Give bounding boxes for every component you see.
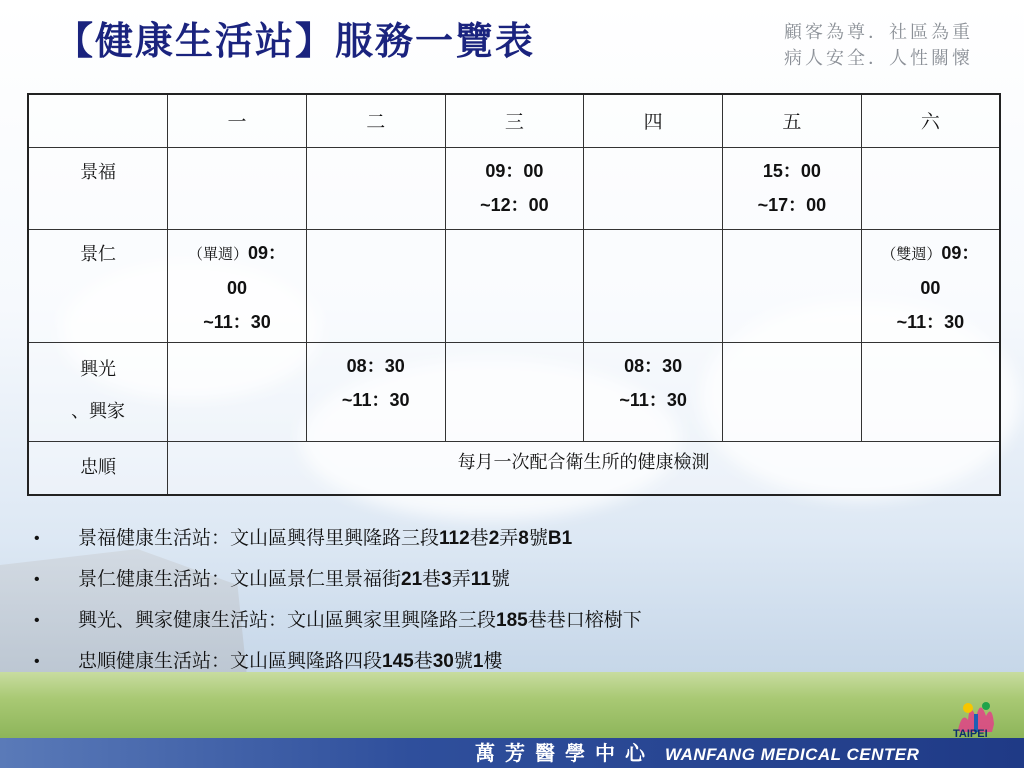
page-title: 【健康生活站】服務一覽表 xyxy=(55,18,536,63)
time-cell xyxy=(861,229,1000,342)
time-cell xyxy=(723,147,862,229)
bullet: • xyxy=(34,530,40,547)
address-part: 號 xyxy=(528,527,548,549)
time-start: 08：30 xyxy=(624,355,683,376)
address-part: 巷 xyxy=(413,650,433,672)
time-end: ~12：00 xyxy=(480,194,549,215)
table-cell xyxy=(723,342,862,441)
address-part: 弄 xyxy=(451,568,471,590)
footer-text xyxy=(475,740,919,768)
table-cell xyxy=(168,147,307,229)
address-part: 弄 xyxy=(499,527,519,549)
address-number: 21 xyxy=(401,569,423,590)
address-number: 3 xyxy=(441,569,452,590)
address-number: 8 xyxy=(518,528,529,549)
address-list xyxy=(32,518,642,682)
address-text xyxy=(78,641,502,682)
slogan-line: 病人安全．人性關懷 xyxy=(784,48,973,69)
table-row-xingguang xyxy=(28,342,1000,441)
slogan-line: 顧客為尊．社區為重 xyxy=(784,22,973,43)
table-cell xyxy=(168,342,307,441)
footer-name-en: WANFANG MEDICAL CENTER xyxy=(665,745,920,764)
time-start-part: 09： xyxy=(941,242,980,263)
address-number: 1 xyxy=(472,651,484,672)
bullet: • xyxy=(34,612,40,629)
header-day-thu: 四 xyxy=(584,94,723,147)
address-part: 景仁健康生活站：文山區景仁里景福街 xyxy=(78,568,402,590)
table-row-zhongshun xyxy=(28,441,1000,495)
time-end: ~11：30 xyxy=(896,311,965,332)
table-cell xyxy=(445,342,584,441)
list-item xyxy=(32,641,642,682)
address-number: 2 xyxy=(488,528,500,549)
time-end: ~11：30 xyxy=(341,389,410,410)
week-note: （單週） xyxy=(187,244,248,263)
time-start xyxy=(170,236,304,271)
schedule-table xyxy=(27,93,1001,496)
footer-name-zh: 萬芳醫學中心 xyxy=(475,741,655,765)
bullet: • xyxy=(34,653,40,670)
time-end: ~11：30 xyxy=(619,389,687,410)
time-start-cont: 00 xyxy=(920,277,941,298)
address-part: 興光、興家健康生活站：文山區興家里興隆路三段 xyxy=(78,609,497,631)
table-cell xyxy=(306,229,445,342)
time-end: ~17：00 xyxy=(757,194,827,215)
address-number: 30 xyxy=(432,651,454,672)
table-row-jingfu xyxy=(28,147,1000,229)
address-text xyxy=(78,559,510,600)
address-part: 景福健康生活站：文山區興得里興隆路三段 xyxy=(78,527,440,549)
week-note: （雙週） xyxy=(881,244,942,263)
time-start: 08：30 xyxy=(346,355,405,376)
monthly-checkup-note: 每月一次配合衛生所的健康檢測 xyxy=(168,441,1000,495)
station-name-jingfu: 景福 xyxy=(28,147,168,229)
header-day-fri: 五 xyxy=(723,94,862,147)
address-number: 112 xyxy=(439,528,470,549)
time-cell xyxy=(445,147,584,229)
time-cell xyxy=(584,342,723,441)
header-day-mon: 一 xyxy=(168,94,307,147)
address-part: 巷 xyxy=(469,527,489,549)
list-item xyxy=(32,559,642,600)
station-name-line: 興光 xyxy=(80,358,117,380)
table-cell xyxy=(861,147,1000,229)
address-text xyxy=(78,518,572,559)
address-number: 145 xyxy=(382,651,414,672)
station-name-jingren: 景仁 xyxy=(28,229,168,342)
address-part: 號 xyxy=(490,568,510,590)
time-cell xyxy=(306,342,445,441)
list-item xyxy=(32,600,642,641)
time-start-cont: 00 xyxy=(226,277,247,298)
address-part: 忠順健康生活站：文山區興隆路四段 xyxy=(78,650,383,672)
table-cell xyxy=(306,147,445,229)
address-number: 185 xyxy=(496,610,528,631)
table-cell xyxy=(861,342,1000,441)
station-name-zhongshun: 忠順 xyxy=(28,441,168,495)
time-end: ~11：30 xyxy=(203,311,271,332)
time-start-part: 09： xyxy=(247,242,286,263)
time-start: 09：00 xyxy=(485,160,544,181)
station-name-xingguang xyxy=(28,342,168,441)
table-cell xyxy=(445,229,584,342)
list-item xyxy=(32,518,642,559)
table-cell xyxy=(723,229,862,342)
slogan xyxy=(784,20,1004,72)
table-cell xyxy=(584,229,723,342)
time-cell xyxy=(168,229,307,342)
bullet: • xyxy=(34,571,40,588)
header-day-tue: 二 xyxy=(306,94,445,147)
header-corner-cell xyxy=(28,94,168,147)
logo-text: TAIPEI xyxy=(953,728,988,740)
time-start: 15：00 xyxy=(762,160,821,181)
address-number: 11 xyxy=(470,569,491,590)
address-number: B1 xyxy=(547,528,573,549)
address-part: 樓 xyxy=(483,650,503,672)
address-part: 巷巷口榕樹下 xyxy=(527,609,642,631)
time-start xyxy=(864,236,997,271)
address-part: 巷 xyxy=(422,568,442,590)
header-day-wed: 三 xyxy=(445,94,584,147)
table-header-row xyxy=(28,94,1000,147)
header-day-sat: 六 xyxy=(861,94,1000,147)
table-cell xyxy=(584,147,723,229)
table-row-jingren xyxy=(28,229,1000,342)
address-part: 號 xyxy=(453,650,473,672)
address-text xyxy=(78,600,642,641)
station-name-line: 、興家 xyxy=(71,400,126,422)
